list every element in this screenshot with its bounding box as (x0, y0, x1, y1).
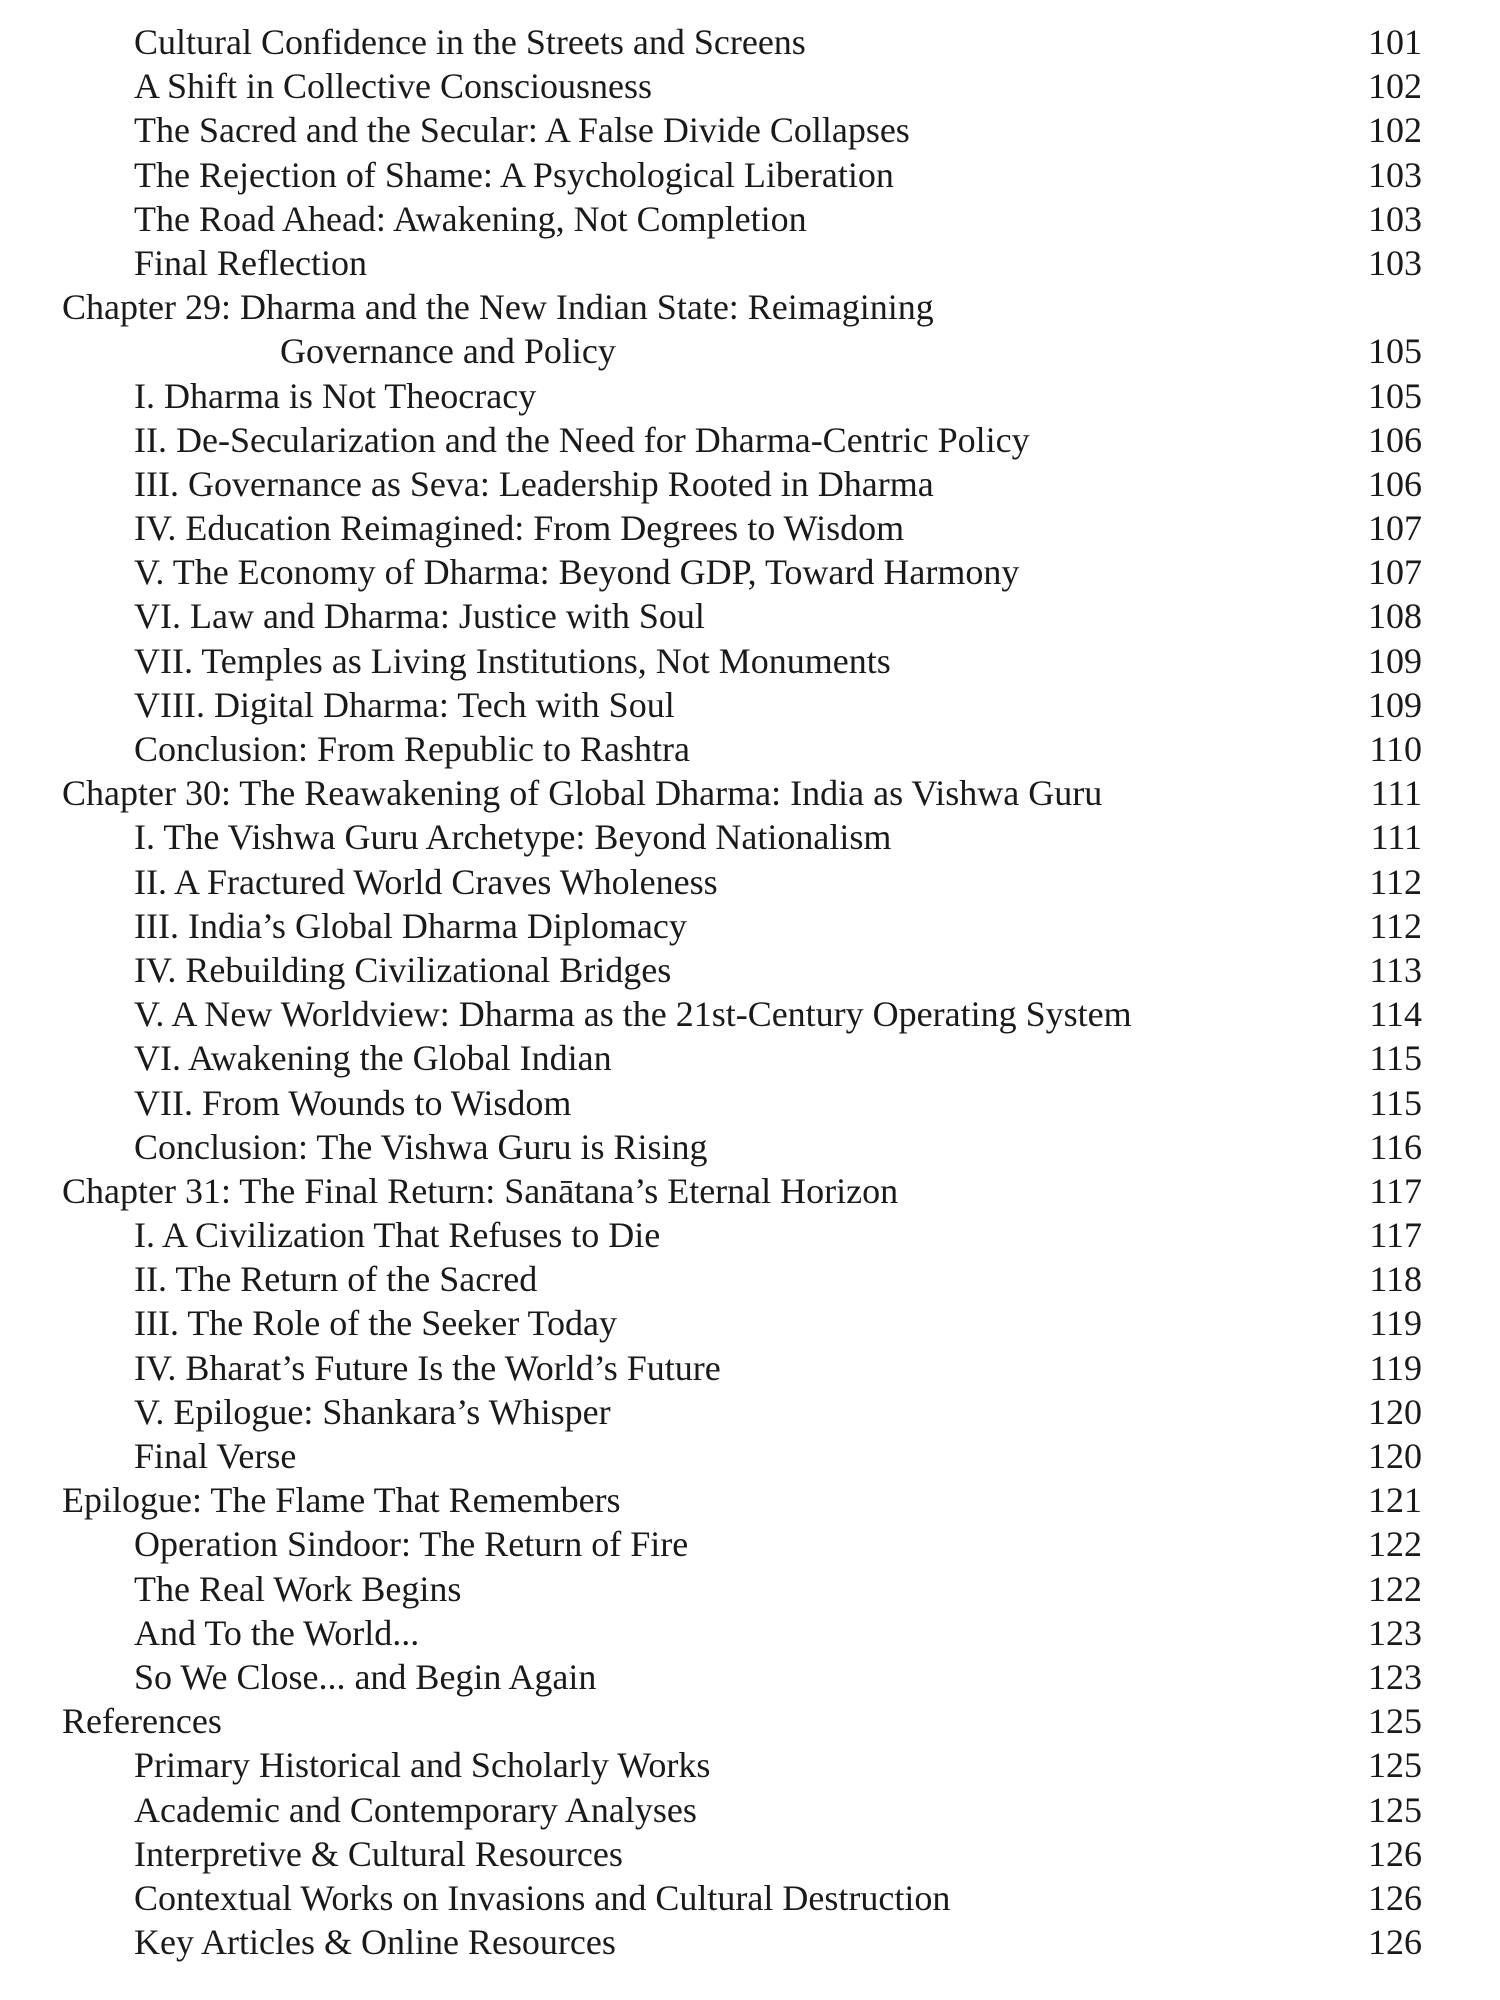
toc-entry-page: 109 (1368, 640, 1422, 681)
toc-chapter-title-continuation (0, 329, 1500, 373)
toc-entry (0, 1743, 1500, 1787)
toc-entry-page: 108 (1368, 596, 1422, 637)
toc-chapter-entry (0, 285, 1500, 329)
toc-entry-page: 125 (1368, 1789, 1422, 1830)
toc-entry (0, 1125, 1500, 1169)
toc-entry (0, 683, 1500, 727)
toc-entry-title: IV. Education Reimagined: From Degrees to Wisdom (134, 508, 905, 549)
toc-entry-title: Cultural Confidence in the Streets and Screens (134, 22, 806, 62)
toc-entry-page: 112 (1369, 905, 1422, 946)
toc-entry-title: V. Epilogue: Shankara’s Whisper (134, 1391, 611, 1432)
toc-entry-title: Operation Sindoor: The Return of Fire (134, 1524, 689, 1565)
toc-entry-title: II. The Return of the Sacred (134, 1259, 538, 1300)
toc-entry-title: And To the World... (134, 1612, 420, 1653)
toc-entry (0, 20, 1500, 64)
toc-entry (0, 594, 1500, 638)
toc-entry-title: A Shift in Collective Consciousness (134, 66, 652, 107)
toc-entry-title: Interpretive & Cultural Resources (134, 1833, 623, 1874)
toc-entry (0, 1655, 1500, 1699)
toc-entry-title: Academic and Contemporary Analyses (134, 1789, 697, 1830)
toc-entry-page: 107 (1368, 552, 1422, 593)
toc-entry (0, 639, 1500, 683)
toc-entry-page: 123 (1368, 1612, 1422, 1653)
toc-entry-title: IV. Rebuilding Civilizational Bridges (134, 949, 672, 990)
toc-entry-page: 122 (1368, 1568, 1422, 1609)
toc-entry (0, 1390, 1500, 1434)
toc-entry-title: VII. From Wounds to Wisdom (134, 1082, 572, 1123)
toc-entry (0, 1522, 1500, 1566)
toc-entry-page: 120 (1368, 1391, 1422, 1432)
toc-entry-title: VI. Law and Dharma: Justice with Soul (134, 596, 705, 637)
toc-entry (0, 1876, 1500, 1920)
toc-entry-title: The Real Work Begins (134, 1568, 462, 1609)
toc-entry-page: 126 (1368, 1922, 1422, 1963)
toc-entry (0, 64, 1500, 108)
toc-chapter-title: References (62, 1701, 222, 1742)
toc-entry-page: 119 (1369, 1303, 1422, 1344)
toc-entry-title: VI. Awakening the Global Indian (134, 1038, 612, 1079)
toc-entry-page: 115 (1369, 1082, 1422, 1123)
toc-entry-page: 117 (1369, 1215, 1422, 1256)
toc-chapter-title: Chapter 31: The Final Return: Sanātana’s Eternal Horizon (62, 1170, 899, 1211)
toc-entry (0, 992, 1500, 1036)
toc-entry-page: 105 (1368, 331, 1422, 372)
toc-entry-page: 119 (1369, 1347, 1422, 1388)
toc-entry-title: Final Reflection (134, 242, 367, 283)
toc-entry (0, 727, 1500, 771)
toc-entry-page: 121 (1368, 1480, 1422, 1521)
toc-entry-page: 103 (1368, 242, 1422, 283)
toc-entry-title: I. A Civilization That Refuses to Die (134, 1215, 661, 1256)
toc-entry-title: Final Verse (134, 1436, 297, 1476)
toc-entry-page: 116 (1369, 1126, 1422, 1167)
toc-entry-title: The Sacred and the Secular: A False Divide Collapses (134, 110, 910, 151)
toc-entry-title: VII. Temples as Living Institutions, Not Monuments (134, 640, 891, 681)
toc-entry (0, 948, 1500, 992)
toc-entry (0, 108, 1500, 152)
toc-entry-page: 103 (1368, 198, 1422, 239)
toc-chapter-title: Chapter 30: The Reawakening of Global Dharma: India as Vishwa Guru (62, 773, 1103, 814)
toc-entry-page: 125 (1368, 1701, 1422, 1742)
toc-entry-page: 106 (1368, 419, 1422, 460)
toc-entry-title: So We Close... and Begin Again (134, 1656, 597, 1697)
toc-entry-title: III. The Role of the Seeker Today (134, 1303, 617, 1344)
toc-entry-page: 102 (1368, 66, 1422, 107)
toc-entry (0, 1081, 1500, 1125)
toc-entry-page: 122 (1368, 1524, 1422, 1565)
toc-entry (0, 815, 1500, 859)
toc-entry-title: III. India’s Global Dharma Diplomacy (134, 905, 687, 946)
toc-entry-title: Key Articles & Online Resources (134, 1922, 616, 1963)
toc-entry-page: 117 (1369, 1170, 1422, 1211)
toc-entry-page: 126 (1368, 1833, 1422, 1874)
toc-entry-page: 115 (1369, 1038, 1422, 1079)
toc-entry-title: IV. Bharat’s Future Is the World’s Future (134, 1347, 721, 1388)
toc-entry-title: The Rejection of Shame: A Psychological Liberation (134, 154, 894, 195)
toc-entry (0, 1434, 1500, 1478)
toc-entry-title: Primary Historical and Scholarly Works (134, 1745, 711, 1786)
toc-entry (0, 1832, 1500, 1876)
toc-entry (0, 1257, 1500, 1301)
toc-chapter-title: Governance and Policy (280, 331, 616, 372)
toc-entry (0, 197, 1500, 241)
toc-entry-page: 111 (1370, 773, 1422, 814)
toc-entry (0, 904, 1500, 948)
toc-entry-title: II. De-Secularization and the Need for Dharma-Centric Policy (134, 419, 1030, 460)
toc-entry-title: Conclusion: The Vishwa Guru is Rising (134, 1126, 708, 1167)
toc-entry-page: 114 (1369, 994, 1422, 1035)
toc-chapter-title: Epilogue: The Flame That Remembers (62, 1480, 621, 1521)
toc-entry-title: VIII. Digital Dharma: Tech with Soul (134, 684, 675, 725)
toc-entry-page: 103 (1368, 154, 1422, 195)
toc-entry (0, 153, 1500, 197)
toc-entry-title: I. The Vishwa Guru Archetype: Beyond Nationalism (134, 817, 892, 858)
toc-entry (0, 506, 1500, 550)
toc-entry (0, 418, 1500, 462)
toc-chapter-title: Chapter 29: Dharma and the New Indian State: Reimagining (62, 287, 934, 328)
toc-entry-title: Contextual Works on Invasions and Cultural Destruction (134, 1877, 951, 1918)
toc-chapter-entry (0, 1699, 1500, 1743)
toc-entry-page: 106 (1368, 463, 1422, 504)
toc-entry-title: The Road Ahead: Awakening, Not Completion (134, 198, 807, 239)
table-of-contents (0, 20, 1500, 1964)
toc-entry (0, 1036, 1500, 1080)
toc-entry (0, 1301, 1500, 1345)
toc-entry-page: 113 (1369, 949, 1422, 990)
toc-chapter-entry (0, 1478, 1500, 1522)
toc-entry-page: 126 (1368, 1877, 1422, 1918)
toc-chapter-entry (0, 771, 1500, 815)
toc-entry-page: 110 (1369, 729, 1422, 769)
toc-entry (0, 860, 1500, 904)
toc-entry-page: 120 (1368, 1436, 1422, 1476)
toc-entry (0, 1920, 1500, 1964)
toc-entry-title: III. Governance as Seva: Leadership Rooted in Dharma (134, 463, 934, 504)
toc-entry-page: 125 (1368, 1745, 1422, 1786)
toc-entry-page: 107 (1368, 508, 1422, 549)
toc-chapter-entry (0, 1169, 1500, 1213)
toc-entry-page: 101 (1368, 22, 1422, 62)
toc-entry-page: 109 (1368, 684, 1422, 725)
toc-entry (0, 462, 1500, 506)
toc-entry-title: Conclusion: From Republic to Rashtra (134, 729, 690, 769)
toc-entry (0, 1788, 1500, 1832)
toc-entry-title: II. A Fractured World Craves Wholeness (134, 861, 718, 902)
toc-entry-page: 111 (1370, 817, 1422, 858)
toc-entry (0, 1567, 1500, 1611)
toc-entry (0, 374, 1500, 418)
toc-entry-title: V. A New Worldview: Dharma as the 21st-Century Operating System (134, 994, 1132, 1035)
toc-entry (0, 550, 1500, 594)
toc-entry (0, 1346, 1500, 1390)
toc-entry-page: 118 (1369, 1259, 1422, 1300)
toc-entry-page: 105 (1368, 375, 1422, 416)
toc-entry-page: 123 (1368, 1656, 1422, 1697)
toc-entry-page: 102 (1368, 110, 1422, 151)
toc-entry (0, 1611, 1500, 1655)
toc-entry-title: I. Dharma is Not Theocracy (134, 375, 537, 416)
toc-entry-page: 112 (1369, 861, 1422, 902)
toc-entry-title: V. The Economy of Dharma: Beyond GDP, Toward Harmony (134, 552, 1020, 593)
toc-entry (0, 241, 1500, 285)
toc-entry (0, 1213, 1500, 1257)
